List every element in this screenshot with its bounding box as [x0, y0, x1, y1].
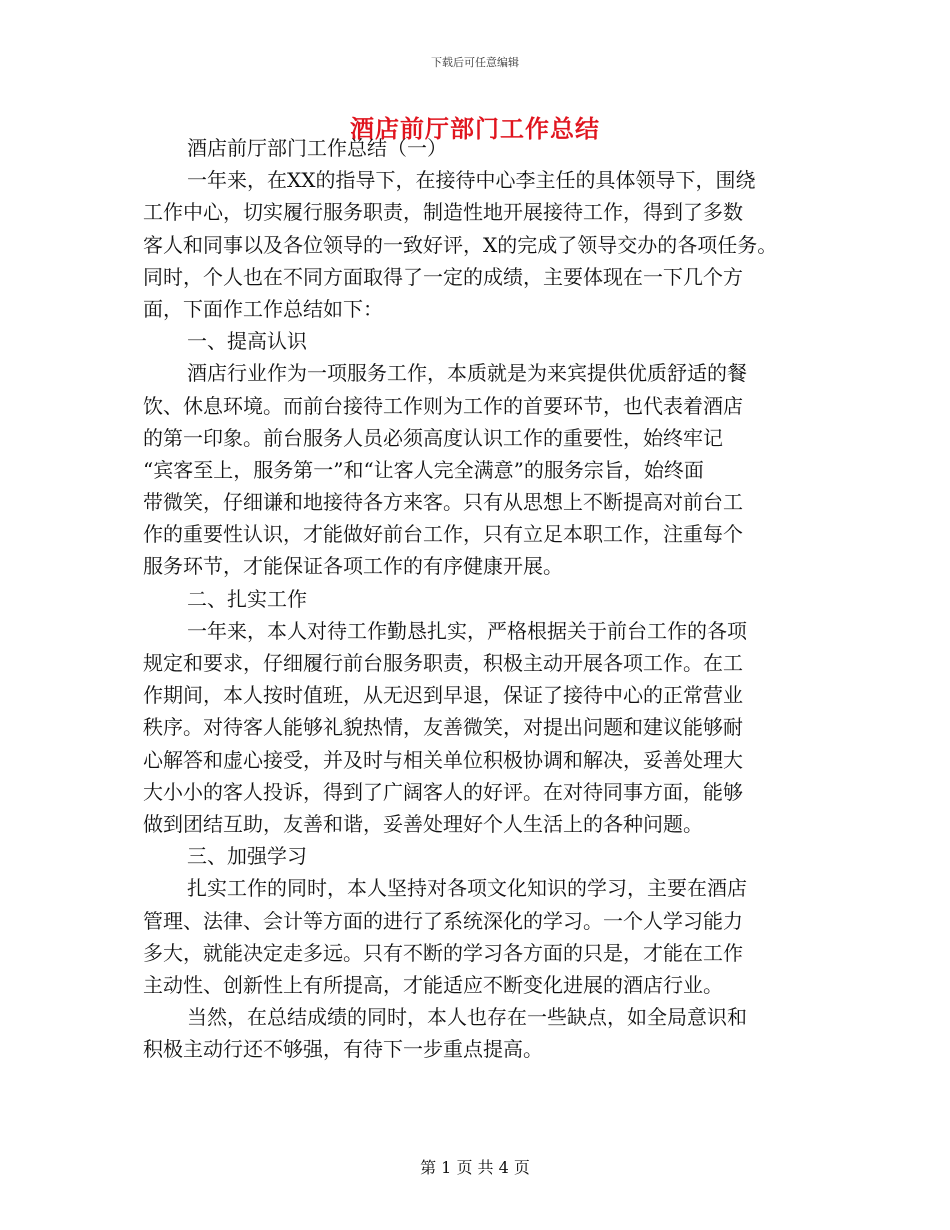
body-line: 同时，个人也在不同方面取得了一定的成绩，主要体现在一下几个方: [143, 264, 743, 289]
body-line: 心解答和虚心接受，并及时与相关单位积极协调和解决，妥善处理大: [143, 747, 743, 772]
body-line: 的第一印象。前台服务人员必须高度认识工作的重要性，始终牢记: [143, 425, 723, 450]
body-line: 做到团结互助，友善和谐，妥善处理好个人生活上的各种问题。: [143, 811, 703, 836]
body-line: 多大，就能决定走多远。只有不断的学习各方面的只是，才能在工作: [143, 940, 743, 965]
header-note: 下载后可任意编辑: [431, 56, 519, 69]
body-line: 规定和要求，仔细履行前台服务职责，积极主动开展各项工作。在工: [143, 651, 743, 675]
body-line: 扎实工作的同时，本人坚持对各项文化知识的学习，主要在酒店: [187, 876, 747, 901]
body-line: “宾客至上，服务第一”和“让客人完全满意”的服务宗旨，始终面: [143, 457, 704, 482]
document-title: 酒店前厅部门工作总结: [350, 114, 600, 143]
body-line: 带微笑，仔细谦和地接待各方来客。只有从思想上不断提高对前台工: [143, 490, 743, 515]
body-line: 主动性、创新性上有所提高，才能适应不断变化进展的酒店行业。: [143, 972, 723, 997]
body-line: 饮、休息环境。而前台接待工作则为工作的首要环节，也代表着酒店: [143, 393, 743, 418]
body-line: 管理、法律、会计等方面的进行了系统深化的学习。一个人学习能力: [143, 908, 743, 933]
body-line: 客人和同事以及各位领导的一致好评，X的完成了领导交办的各项任务。: [143, 232, 778, 257]
body-line: 工作中心，切实履行服务职责，制造性地开展接待工作，得到了多数: [143, 200, 743, 225]
body-line: 作期间，本人按时值班，从无迟到早退，保证了接待中心的正常营业: [143, 683, 743, 708]
body-line: 二、扎实工作: [187, 586, 307, 611]
body-line: 秩序。对待客人能够礼貌热情，友善微笑，对提出问题和建议能够耐: [143, 715, 743, 740]
document-body: [143, 132, 808, 1065]
body-line: 三、加强学习: [187, 844, 307, 869]
body-line: 大小小的客人投诉，得到了广阔客人的好评。在对待同事方面，能够: [143, 779, 743, 804]
body-line: 当然，在总结成绩的同时，本人也存在一些缺点，如全局意识和: [187, 1005, 747, 1030]
body-line: 酒店行业作为一项服务工作，本质就是为来宾提供优质舒适的餐: [187, 361, 747, 386]
body-line: 作的重要性认识，才能做好前台工作，只有立足本职工作，注重每个: [143, 522, 743, 547]
page-footer: 第 1 页 共 4 页: [420, 1158, 530, 1177]
body-line: 一、提高认识: [187, 329, 307, 354]
body-line: 积极主动行还不够强，有待下一步重点提高。: [143, 1037, 543, 1062]
body-line: 一年来，本人对待工作勤恳扎实，严格根据关于前台工作的各项: [187, 618, 747, 643]
body-line: 面，下面作工作总结如下：: [143, 296, 383, 321]
body-line: 服务环节，才能保证各项工作的有序健康开展。: [143, 554, 563, 579]
body-line: 一年来，在XX的指导下，在接待中心李主任的具体领导下，围绕: [187, 168, 756, 193]
body-line: 酒店前厅部门工作总结（一）: [187, 136, 447, 160]
